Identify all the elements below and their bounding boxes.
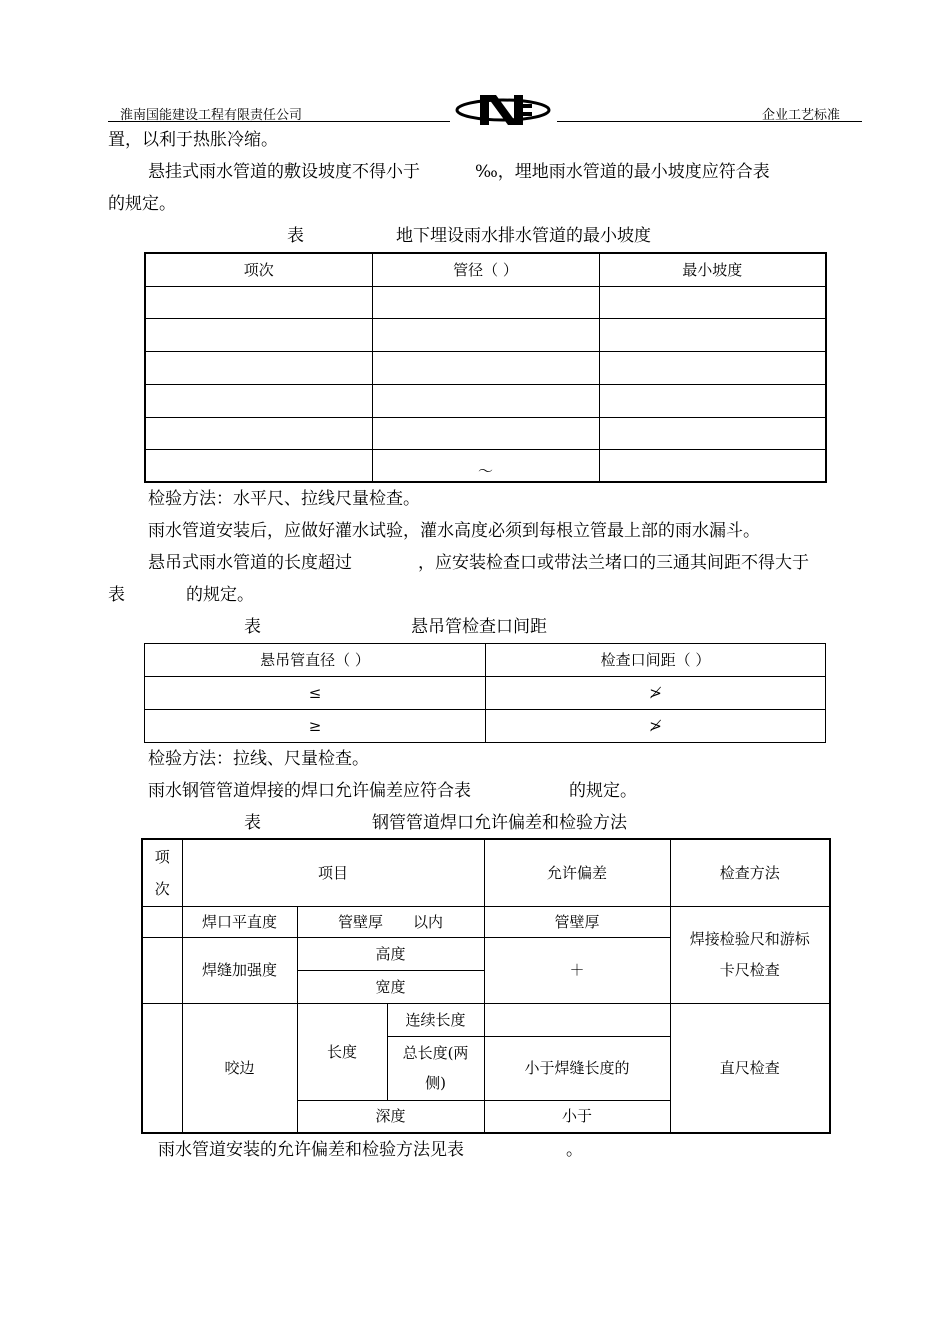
depth-label: 深度	[297, 1100, 484, 1133]
table-cell: ～	[372, 449, 599, 482]
table-cell	[145, 417, 372, 449]
paragraph-3: 雨水管道安装后，应做好灌水试验，灌水高度必须到每根立管最上部的雨水漏斗。	[148, 521, 760, 541]
table-cell	[599, 318, 826, 351]
table-cell: ≯	[486, 677, 826, 710]
header-rule-left	[108, 121, 450, 122]
table2-label: 表	[244, 617, 261, 637]
table-cell	[145, 384, 372, 417]
min-slope-table	[144, 252, 827, 483]
paragraph-6a: 雨水管道安装的允许偏差和检验方法见表	[158, 1140, 464, 1160]
table3-header-index-line1: 项	[154, 847, 170, 866]
table3-label: 表	[244, 813, 261, 833]
table-cell	[145, 286, 372, 318]
table-cell	[599, 417, 826, 449]
weld-height-label: 高度	[297, 937, 484, 970]
paragraph-2c: 的规定。	[108, 194, 176, 214]
table-cell	[372, 318, 599, 351]
weld-flatness-tolerance: 管壁厚	[484, 906, 670, 937]
table-cell	[145, 449, 372, 482]
table-cell: ≤	[145, 677, 486, 710]
table2-title: 悬吊管检查口间距	[411, 617, 547, 637]
paragraph-2b: ‰，埋地雨水管道的最小坡度应符合表	[475, 162, 770, 182]
table-cell: ≯	[486, 710, 826, 743]
weld-tolerance-table	[141, 838, 831, 1134]
table-cell	[372, 417, 599, 449]
table-cell	[599, 286, 826, 318]
weld-flatness-sub-b: 以内	[413, 912, 444, 931]
table-cell	[599, 384, 826, 417]
weld-reinforcement-label: 焊缝加强度	[182, 937, 297, 1003]
table3-header-index	[142, 839, 182, 906]
table-cell	[145, 318, 372, 351]
table-row	[145, 351, 826, 384]
company-logo-icon	[452, 92, 554, 128]
table-cell	[372, 384, 599, 417]
checkpoint-spacing-table	[144, 643, 826, 743]
table-row	[145, 384, 826, 417]
table-cell	[484, 1003, 670, 1036]
paragraph-4b: ，应安装检查口或带法兰堵口的三通其间距不得大于	[418, 553, 809, 573]
method-ruler: 直尺检查	[670, 1003, 830, 1133]
table3-header-method: 检查方法	[670, 839, 830, 906]
table-row	[142, 1003, 830, 1036]
depth-tolerance: 小于	[484, 1100, 670, 1133]
table-cell	[599, 449, 826, 482]
method-welding-line2: 卡尺检查	[719, 960, 780, 979]
table-cell: ≥	[145, 710, 486, 743]
table3-header-tolerance: 允许偏差	[484, 839, 670, 906]
method-welding-line1: 焊接检验尺和游标	[689, 929, 810, 948]
paragraph-4a: 悬吊式雨水管道的长度超过	[148, 553, 352, 573]
table-cell	[372, 351, 599, 384]
method-welding-gauge	[670, 906, 830, 1003]
total-length-line2: 侧)	[425, 1074, 446, 1092]
table2-header-diameter: 悬吊管直径（ ）	[145, 644, 486, 677]
table-cell	[599, 351, 826, 384]
total-length-label	[387, 1036, 484, 1100]
weld-reinforcement-tolerance: ＋	[484, 937, 670, 1003]
table-cell	[142, 906, 182, 937]
inspection-method-2: 检验方法：拉线、尺量检查。	[148, 749, 369, 769]
paragraph-5b: 的规定。	[569, 781, 637, 801]
table1-header-index: 项次	[145, 253, 372, 286]
table1-header-slope: 最小坡度	[599, 253, 826, 286]
standard-label: 企业工艺标准	[762, 108, 841, 123]
company-name: 淮南国能建设工程有限责任公司	[120, 108, 303, 123]
table2-header-spacing: 检查口间距（ ）	[486, 644, 826, 677]
table-row	[145, 286, 826, 318]
table-cell	[142, 1003, 182, 1133]
table3-header-item: 项目	[182, 839, 484, 906]
weld-width-label: 宽度	[297, 970, 484, 1003]
table-row	[142, 906, 830, 937]
table-row	[145, 677, 826, 710]
table1-label: 表	[287, 226, 304, 246]
table1-header-diameter: 管径（ ）	[372, 253, 599, 286]
paragraph-4d: 的规定。	[186, 585, 254, 605]
table-cell	[142, 937, 182, 1003]
table-cell	[372, 286, 599, 318]
table-row	[145, 710, 826, 743]
paragraph-4c: 表	[108, 585, 125, 605]
table-row	[145, 449, 826, 482]
paragraph-1: 置，以利于热胀冷缩。	[108, 130, 278, 150]
paragraph-5a: 雨水钢管管道焊接的焊口允许偏差应符合表	[148, 781, 471, 801]
weld-flatness-label: 焊口平直度	[182, 906, 297, 937]
table1-title: 地下埋设雨水排水管道的最小坡度	[396, 226, 651, 246]
weld-flatness-sub-a: 管壁厚	[338, 912, 384, 931]
table3-header-index-line2: 次	[154, 879, 170, 898]
paragraph-2a: 悬挂式雨水管道的敷设坡度不得小于	[148, 162, 420, 182]
undercut-label: 咬边	[182, 1003, 297, 1133]
table-cell	[145, 351, 372, 384]
table3-title: 钢管管道焊口允许偏差和检验方法	[372, 813, 627, 833]
total-length-line1: 总长度(两	[402, 1044, 469, 1062]
table-row	[145, 417, 826, 449]
weld-flatness-sub	[297, 906, 484, 937]
table-row	[145, 318, 826, 351]
continuous-length-label: 连续长度	[387, 1003, 484, 1036]
undercut-length-label: 长度	[297, 1003, 387, 1100]
total-length-tolerance: 小于焊缝长度的	[484, 1036, 670, 1100]
inspection-method-1: 检验方法：水平尺、拉线尺量检查。	[148, 489, 420, 509]
paragraph-6b: 。	[566, 1140, 583, 1160]
